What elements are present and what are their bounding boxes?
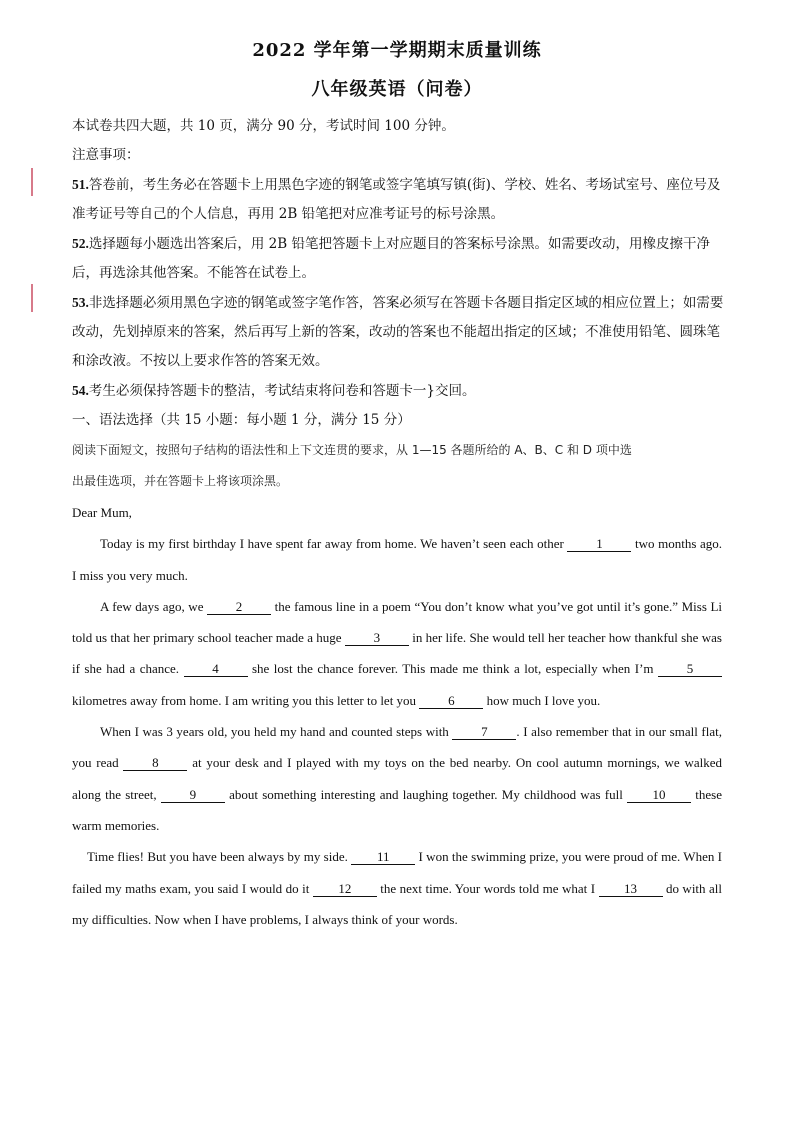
answer-blank: 11 [351, 850, 415, 865]
letter-salutation: Dear Mum, [72, 505, 132, 520]
answer-blank: 9 [161, 788, 225, 803]
passage-text: Time flies! But you have been always by my side. [87, 849, 352, 865]
note-number: 52. [72, 236, 89, 251]
passage-text: do with all my difficulties. Now when I have problems, I always think of your words. [72, 880, 722, 927]
note-item [72, 229, 732, 288]
passage-text: I won the swimming prize, you were proud of me. When I failed my maths exam, you said I would do it [72, 849, 723, 896]
passage-text: . I also remember that in our small flat, you read [72, 724, 722, 771]
instruction-line: 出最佳选项，并在答题卡上将该项涂黑。 [72, 474, 289, 488]
passage-text: she lost the chance forever. This made me think a lot, especially when I’m [247, 661, 658, 677]
answer-blank: 3 [345, 631, 409, 646]
section-instructions [72, 435, 732, 497]
margin-mark [31, 284, 33, 312]
note-text: 答卷前，考生务必在答题卡上用黑色字迹的钢笔或签字笔填写镇(街)、学校、姓名、考场试室号、座位号及准考证号等自己的个人信息，再用 2B 铅笔把对应准考证号的标号涂黑。 [72, 177, 721, 222]
passage-text: in her life. She would tell her teacher how thankful she was if she had a chance. [72, 630, 722, 677]
note-text: 非选择题必须用黑色字迹的钢笔或签字笔作答，答案必须写在答题卡各题目指定区域的相应位置上；如需要改动，先划掉原来的答案，然后再写上新的答案，改动的答案也不能超出指定的区域；不准使用铅笔、圆珠笔和涂改液。不按以上要求作答的答案无效。 [72, 295, 724, 369]
passage-text: Today is my first birthday I have spent far away from home. We haven’t seen each other [100, 536, 568, 552]
answer-blank: 5 [658, 662, 722, 677]
answer-blank: 7 [452, 725, 516, 740]
note-text: 选择题每小题选出答案后，用 2B 铅笔把答题卡上对应题目的答案标号涂黑。如需要改动，用橡皮擦干净后，再选涂其他答案。不能答在试卷上。 [72, 236, 710, 281]
note-number: 53. [72, 295, 89, 310]
notes-heading: 注意事项： [72, 147, 140, 163]
passage-text: at your desk and I played with my toys on the bed nearby. On cool autumn mornings, we walked along the street, [72, 755, 723, 802]
passage-text: When I was 3 years old, you held my hand and counted steps with [100, 724, 453, 740]
passage-text: kilometres away from home. I am writing you this letter to let you [72, 692, 420, 708]
exam-title: 2022 学年第一学期期末质量训练 [252, 40, 542, 61]
note-text: 考生必须保持答题卡的整洁，考试结束将问卷和答题卡一}交回。 [88, 383, 476, 399]
margin-mark [31, 168, 33, 196]
passage-text: two months ago. I miss you very much. [72, 536, 722, 583]
answer-blank: 10 [627, 788, 691, 803]
note-item [72, 376, 732, 406]
instruction-line: 阅读下面短文，按照句子结构的语法性和上下文连贯的要求，从 1—15 各题所给的 A、B、C 和 D 项中选 [72, 443, 632, 457]
answer-blank: 4 [184, 662, 248, 677]
section-heading: 一、语法选择（共 15 小题：每小题 1 分，满分 15 分） [72, 412, 411, 428]
exam-subtitle: 八年级英语（问卷） [311, 79, 483, 100]
note-item [72, 170, 732, 229]
paragraph-1 [72, 528, 722, 591]
passage-text: the famous line in a poem “You don’t know what you’ve got until it’s gone.” Miss Li told us that her primary school teacher made a huge [72, 598, 723, 646]
answer-blank: 13 [599, 882, 663, 897]
answer-blank: 8 [123, 756, 187, 771]
passage-text: the next time. Your words told me what I [376, 880, 599, 896]
paragraph-4 [72, 841, 722, 935]
note-number: 51. [72, 177, 89, 192]
paragraph-2 [72, 591, 722, 716]
note-number: 54. [72, 383, 89, 398]
note-item [72, 288, 732, 376]
exam-summary: 本试卷共四大题，共 10 页，满分 90 分，考试时间 100 分钟。 [72, 118, 455, 134]
answer-blank: 2 [207, 600, 271, 615]
passage-text: about something interesting and laughing together. My childhood was full [224, 786, 628, 802]
answer-blank: 6 [419, 694, 483, 709]
paragraph-3 [72, 716, 722, 841]
exam-notes [72, 112, 732, 435]
answer-blank: 1 [567, 537, 631, 552]
answer-blank: 12 [313, 882, 377, 897]
passage-text: these warm memories. [72, 786, 722, 833]
letter-passage [72, 497, 722, 935]
passage-text: how much I love you. [483, 692, 601, 708]
passage-text: A few days ago, we [100, 598, 208, 614]
